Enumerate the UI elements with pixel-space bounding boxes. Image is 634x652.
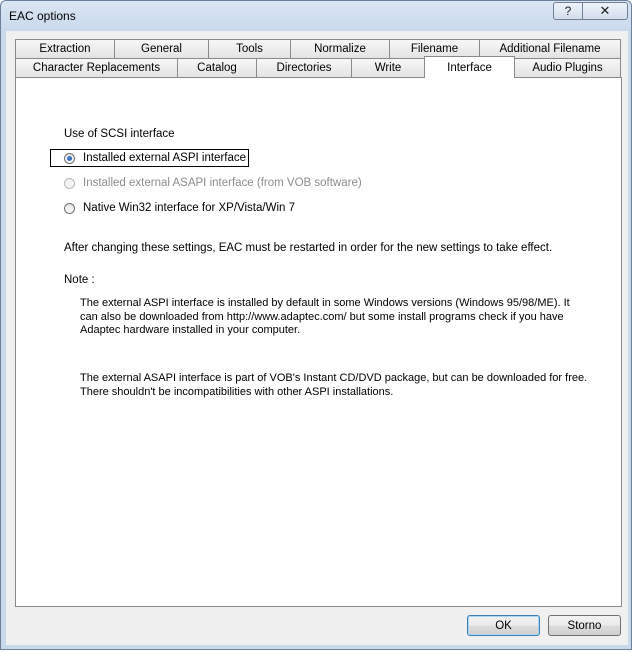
radio-aspi[interactable] — [64, 150, 246, 166]
tab-additional-filename[interactable]: Additional Filename — [479, 39, 621, 58]
window-title: EAC options — [9, 9, 76, 23]
cancel-button[interactable]: Storno — [548, 615, 621, 636]
radio-aspi-indicator[interactable] — [64, 153, 75, 164]
radio-aspi-label: Installed external ASPI interface — [83, 152, 247, 164]
radio-asapi-indicator — [64, 178, 75, 189]
tab-extraction[interactable]: Extraction — [15, 39, 115, 58]
note-label: Note : — [64, 274, 95, 286]
radio-asapi-label: Installed external ASAPI interface (from VOB software) — [83, 177, 362, 189]
tab-general[interactable]: General — [114, 39, 209, 58]
note-asapi-line: The external ASAPI interface is part of VOB's Instant CD/DVD package, but can be downloaded for free. — [80, 372, 588, 384]
radio-native-win32[interactable] — [64, 200, 295, 216]
scsi-group-label: Use of SCSI interface — [64, 128, 175, 140]
help-button[interactable]: ? — [553, 2, 583, 20]
note-aspi-line: The external ASPI interface is installed by default in some Windows versions (Windows 95/98/ME). It — [80, 297, 570, 309]
note-aspi-line: Adaptec hardware installed in your computer. — [80, 324, 301, 336]
note-aspi-line: can also be downloaded from http://www.adaptec.com/ but some install programs check if you have — [80, 310, 564, 323]
note-asapi — [80, 372, 590, 399]
tab-catalog[interactable]: Catalog — [177, 58, 257, 77]
restart-notice: After changing these settings, EAC must be restarted in order for the new settings to take effect. — [64, 242, 553, 254]
interface-tab-panel — [15, 77, 622, 607]
tab-tools[interactable]: Tools — [208, 39, 291, 58]
ok-button[interactable]: OK — [467, 615, 540, 636]
tab-directories[interactable]: Directories — [256, 58, 352, 77]
note-asapi-line: There shouldn't be incompatibilities with other ASPI installations. — [80, 385, 394, 398]
radio-native-win32-label: Native Win32 interface for XP/Vista/Win 7 — [83, 202, 295, 214]
radio-asapi — [64, 175, 362, 191]
close-icon: ✕ — [599, 3, 611, 18]
tab-normalize[interactable]: Normalize — [290, 39, 390, 58]
close-button[interactable] — [582, 2, 628, 20]
radio-native-win32-indicator[interactable] — [64, 203, 75, 214]
tab-character-replacements[interactable]: Character Replacements — [15, 58, 178, 77]
tab-interface[interactable]: Interface — [424, 56, 515, 78]
note-aspi — [80, 297, 590, 338]
title-bar[interactable] — [1, 1, 631, 31]
dialog-body — [6, 31, 628, 645]
tab-filename[interactable]: Filename — [389, 39, 480, 58]
tab-audio-plugins[interactable]: Audio Plugins — [514, 58, 621, 77]
tab-write[interactable]: Write — [351, 58, 425, 77]
